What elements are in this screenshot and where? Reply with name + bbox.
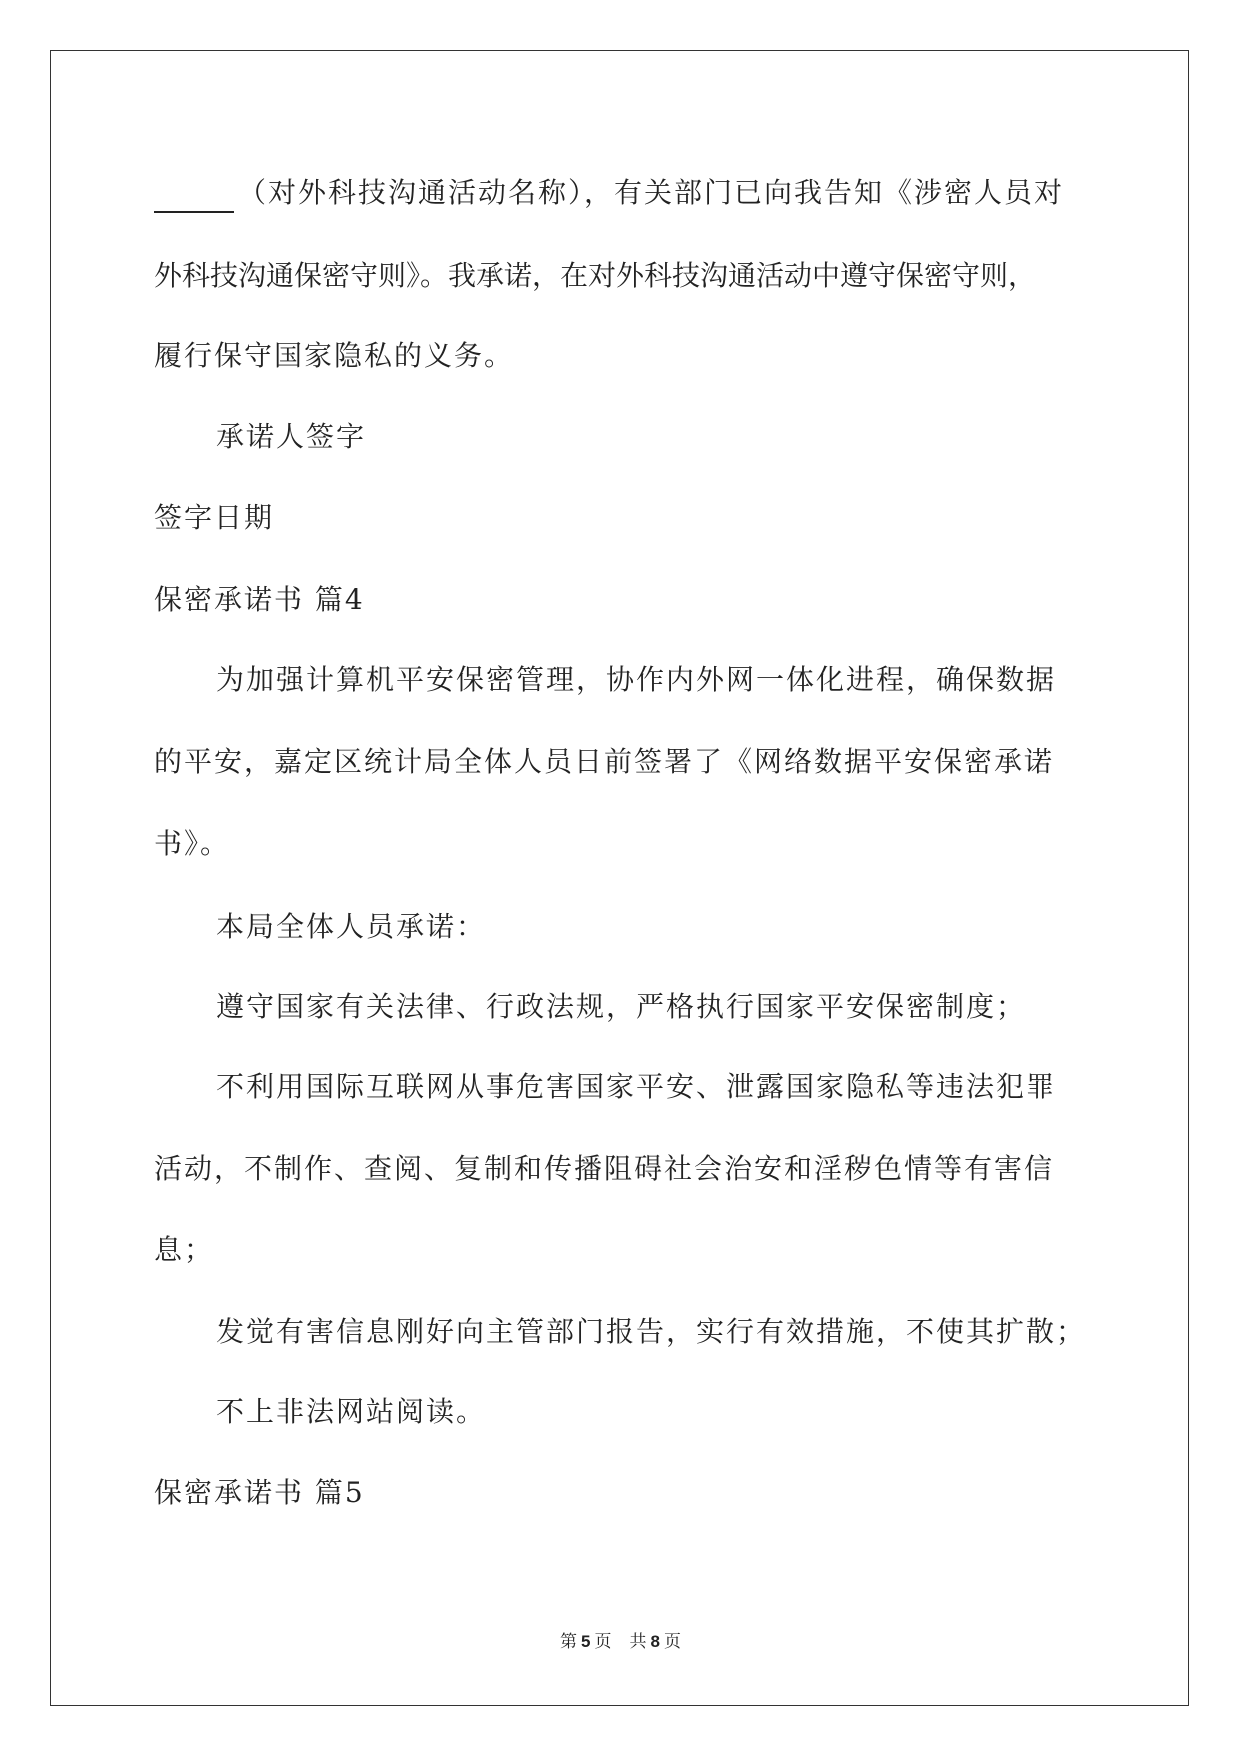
total-pages: 8 [650, 1632, 660, 1651]
page-prefix: 第 [560, 1632, 578, 1652]
section-heading: 保密承诺书 篇4 [154, 583, 365, 616]
signature-label: 承诺人签字 [216, 420, 367, 453]
total-prefix: 共 [629, 1632, 647, 1652]
text-line: 书》。 [154, 827, 231, 860]
signature-date-label: 签字日期 [154, 501, 275, 534]
text-line: 为加强计算机平安保密管理，协作内外网一体化进程，确保数据 [216, 663, 1057, 696]
text-line-content: （对外科技沟通活动名称），有关部门已向我告知《涉密人员对 [238, 176, 1065, 209]
text-line: 的平安，嘉定区统计局全体人员日前签署了《网络数据平安保密承诺 [154, 745, 1055, 778]
text-line: 活动，不制作、查阅、复制和传播阻碍社会治安和淫秽色情等有害信 [154, 1152, 1055, 1185]
text-line: 不利用国际互联网从事危害国家平安、泄露国家隐私等违法犯罪 [216, 1070, 1057, 1103]
page-footer [0, 1630, 1241, 1654]
total-suffix: 页 [663, 1632, 681, 1652]
text-line: 发觉有害信息刚好向主管部门报告，实行有效措施，不使其扩散； [216, 1315, 1087, 1348]
text-line: 遵守国家有关法律、行政法规，严格执行国家平安保密制度； [216, 990, 1027, 1023]
text-line [154, 173, 1064, 213]
page-suffix: 页 [594, 1632, 612, 1652]
section-heading: 保密承诺书 篇5 [154, 1476, 365, 1509]
text-line: 外科技沟通保密守则》。我承诺，在对外科技沟通活动中遵守保密守则， [154, 259, 1037, 292]
page-number: 5 [581, 1632, 591, 1651]
text-line: 本局全体人员承诺： [216, 910, 487, 943]
text-line: 履行保守国家隐私的义务。 [154, 339, 515, 372]
text-line: 不上非法网站阅读。 [216, 1395, 487, 1428]
page-border [50, 50, 1189, 1706]
fill-in-blank [154, 181, 234, 213]
text-line: 息； [154, 1233, 215, 1266]
